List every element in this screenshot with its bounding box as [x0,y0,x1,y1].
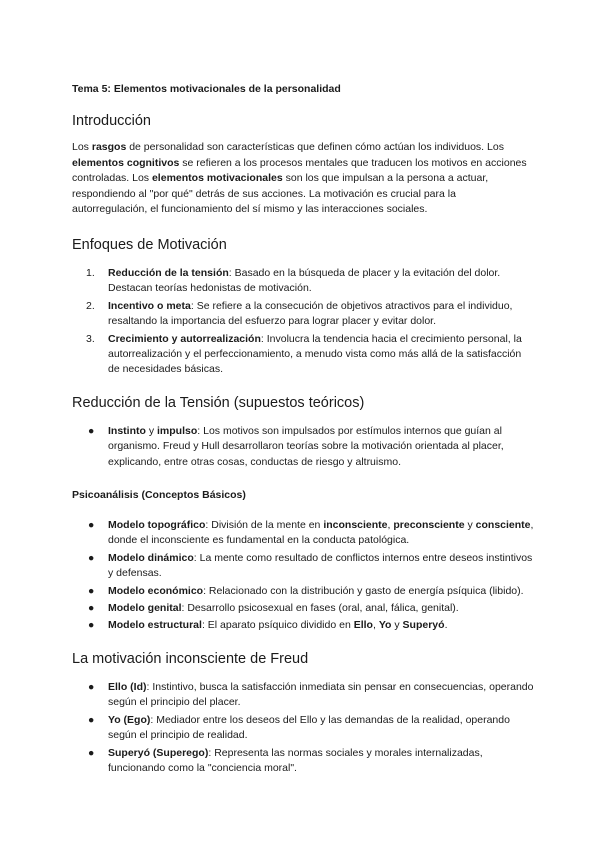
list-item: 1. Reducción de la tensión: Basado en la búsqueda de placer y la evitación del dolor. Destacan teorías hedonistas de motivación. [86,266,501,295]
bullet-icon: ● [88,424,95,437]
list-item: ● Modelo dinámico: La mente como resultado de conflictos internos entre deseos instintivos y defensas. [88,551,533,580]
list-item: ● Superyó (Superego): Representa las normas sociales y morales internalizadas, funcionando como la "conciencia moral". [88,746,483,774]
list-item: 2. Incentivo o meta: Se refiere a la consecución de objetivos atractivos para el individuo, resaltando la importancia del esfuerzo para lograr placer y evitar dolor. [86,299,513,328]
bullet-icon: ● [88,619,95,632]
enfoques-heading: Enfoques de Motivación [72,236,227,253]
reduccion-heading: Reducción de la Tensión (supuestos teóricos) [72,394,365,411]
document-title: Tema 5: Elementos motivacionales de la personalidad [72,83,341,95]
bullet-icon: ● [88,680,95,693]
bullet-icon: ● [88,519,95,532]
document-page [72,82,534,778]
list-item: ● Ello (Id): Instintivo, busca la satisfacción inmediata sin pensar en consecuencias, operando según el principio del placer. [88,680,534,709]
list-item: ● Modelo económico: Relacionado con la distribución y gasto de energía psíquica (libido). [72,584,534,599]
psicoanalisis-list [72,518,534,634]
bullet-icon: ● [88,713,95,726]
reduccion-list [72,424,534,470]
intro-paragraph: Los rasgos de personalidad son características que definen cómo actúan los individuos. Los elementos cognitivos se refieren a los procesos mentales que traducen los motivos en acciones controladas. Los elementos motivacionales son los que impulsan a la persona a actuar, respondiendo al "por qué" detrás de sus acciones. La motivación es crucial para la autorregulación, el funcionamiento del sí mismo y las interacciones sociales. [72,141,527,216]
bullet-icon: ● [88,551,95,564]
bullet-icon: ● [88,584,95,597]
list-item: ● Instinto y impulso: Los motivos son impulsados por estímulos internos que guían al organismo. Freud y Hull desarrollaron teorías sobre la motivación orientada al placer, explicando, entre otras cosas, conductas de riesgo y altruismo. [88,424,504,468]
list-item: 3. Crecimiento y autorrealización: Involucra la tendencia hacia el crecimiento personal, la autorrealización y el perfeccionamiento, a menudo vista como más allá de la satisfacción de necesidades básicas. [86,332,522,376]
freud-heading: La motivación inconsciente de Freud [72,650,309,667]
bullet-icon: ● [88,746,95,759]
freud-list [72,680,534,776]
psicoanalisis-heading: Psicoanálisis (Conceptos Básicos) [72,489,246,502]
list-item: ● Modelo genital: Desarrollo psicosexual en fases (oral, anal, fálica, genital). [72,601,534,616]
intro-heading: Introducción [72,113,151,129]
bullet-icon: ● [88,602,95,615]
list-item: ● Modelo estructural: El aparato psíquico dividido en Ello, Yo y Superyó. [72,618,534,633]
enfoques-list [72,266,534,378]
list-item: ● Modelo topográfico: División de la mente en inconsciente, preconsciente y consciente, donde el inconsciente es fundamental en la conducta patológica. [88,519,534,547]
list-item: ● Yo (Ego): Mediador entre los deseos del Ello y las demandas de la realidad, operando según el principio de realidad. [88,713,510,742]
